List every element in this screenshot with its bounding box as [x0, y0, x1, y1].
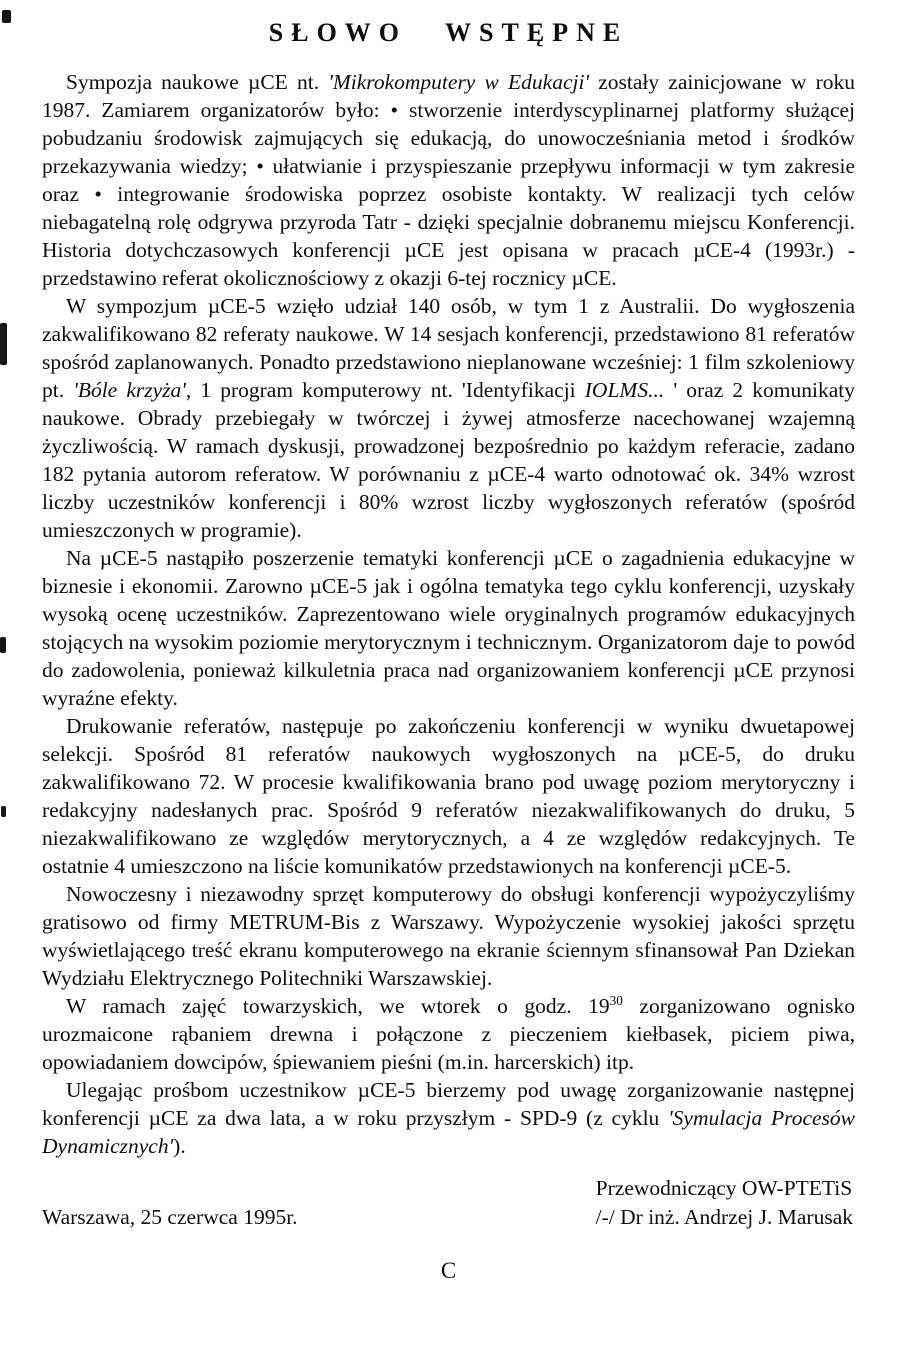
paragraph	[42, 68, 855, 292]
italic-segment: IOLMS...	[584, 378, 665, 402]
signature-name: /-/ Dr inż. Andrzej J. Marusak	[595, 1205, 853, 1229]
text-segment: Nowoczesny i niezawodny sprzęt komputerowy do obsługi konferencji wypożyczyliśmy gratisowo od firmy METRUM-Bis z Warszawy. Wypożyczenie wysokiej jakości sprzętu wyświetlającego treść ekranu komputerowego na ekranie ściennym sfinansował Pan Dziekan Wydziału Elektrycznego Politechniki Warszawskiej.	[42, 882, 855, 990]
foreword-body	[42, 68, 855, 1160]
paragraph	[42, 292, 855, 544]
text-segment: , 1 program komputerowy nt. 'Identyfikacji	[185, 378, 585, 402]
scan-artifact	[2, 10, 11, 23]
superscript-segment: 30	[609, 992, 623, 1008]
text-segment: ).	[173, 1134, 186, 1158]
text-segment: W ramach zajęć towarzyskich, we wtorek o godz. 19	[66, 994, 610, 1018]
signature-block	[42, 1174, 855, 1232]
text-segment: zorganizowano ognisko urozmaicone rąbaniem drewna i połączone z pieczeniem kiełbasek, piciem piwa, opowiadaniem dowcipów, śpiewaniem pieśni (m.in. harcerskich) itp.	[42, 994, 855, 1074]
text-segment: zostały zainicjowane w roku 1987. Zamiarem organizatorów było: • stworzenie interdyscyplinarnej platformy służącej pobudzaniu środowisk zajmujących się edukacją, do unowocześniania metod i środków przekazywania wiedzy; • ułatwianie i przyspieszanie przepływu informacji w tym zakresie oraz • integrowanie środowiska poprzez osobiste kontakty. W realizacji tych celów niebagatelną rolę odgrywa przyroda Tatr - dzięki specjalnie dobranemu miejscu Konferencji. Historia dotychczasowych konferencji µCE jest opisana w pracach µCE-4 (1993r.) - przedstawino referat okolicznościowy z okazji 6-tej rocznicy µCE.	[42, 70, 856, 290]
scan-artifact	[0, 323, 7, 365]
text-segment: Sympozja naukowe µCE nt.	[66, 70, 329, 94]
signature-right-column	[596, 1174, 853, 1232]
text-segment: ' oraz 2 komunikaty naukowe. Obrady przebiegały w twórczej i żywej atmosferze nacechowanej wzajemną życzliwością. W ramach dyskusji, prowadzonej bezpośrednio po każdym referacie, zadano 182 pytania autorom referatow. W porównaniu z µCE-4 warto odnotować ok. 34% wzrost liczby uczestników konferencji i 80% wzrost liczby wygłoszonych referatów (spośród umieszczonych w programie).	[42, 378, 855, 542]
text-segment: Drukowanie referatów, następuje po zakończeniu konferencji w wyniku dwuetapowej selekcji. Spośród 81 referatów naukowych wygłoszonych na µCE-5, do druku zakwalifikowano 72. W procesie kwalifikowania brano pod uwagę poziom merytoryczny i redakcyjny nadesłanych prac. Spośród 9 referatów niezakwalifikowanych do druku, 5 niezakwalifikowano ze względów merytorycznych, a 4 ze względów redakcyjnych. Te ostatnie 4 umieszczono na liście komunikatów przedstawionych na konferencji µCE-5.	[42, 714, 855, 878]
signature-date: Warszawa, 25 czerwca 1995r.	[42, 1205, 298, 1229]
scan-artifact	[0, 637, 6, 653]
paragraph	[42, 992, 855, 1076]
text-segment: Ulegając prośbom uczestnikow µCE-5 bierzemy pod uwagę zorganizowanie następnej konferencji µCE za dwa lata, a w roku przyszłym - SPD-9 (z cyklu	[42, 1078, 855, 1130]
italic-segment: 'Symulacja Procesów Dynamicznych'	[42, 1106, 855, 1158]
signature-role: Przewodniczący OW-PTETiS	[595, 1176, 853, 1200]
scan-artifact	[1, 806, 6, 817]
paragraph	[42, 712, 855, 880]
page-letter: C	[440, 1258, 457, 1283]
page-title: SŁOWO WSTĘPNE	[268, 18, 629, 47]
italic-segment: 'Mikrokomputery w Edukacji'	[328, 70, 590, 94]
text-segment: W sympozjum µCE-5 wzięło udział 140 osób, w tym 1 z Australii. Do wygłoszenia zakwalifikowano 82 referaty naukowe. W 14 sesjach konferencji, przedstawiono 81 referatów spośród zaplanowanych. Ponadto przedstawiono nieplanowane wcześniej: 1 film szkoleniowy pt.	[42, 294, 855, 402]
italic-segment: 'Bóle krzyża'	[73, 378, 186, 402]
paragraph	[42, 544, 855, 712]
text-segment: Na µCE-5 nastąpiło poszerzenie tematyki konferencji µCE o zagadnienia edukacyjne w biznesie i ekonomii. Zarowno µCE-5 jak i ogólna tematyka tego cyklu konferencji, uzyskały wysoką ocenę uczestników. Zaprezentowano wiele oryginalnych programów edukacyjnych stojących na wysokim poziomie merytorycznym i technicznym. Organizatorom daje to powód do zadowolenia, ponieważ kilkuletnia praca nad organizowaniem konferencji µCE przynosi wyraźne efekty.	[42, 546, 855, 710]
paragraph	[42, 1076, 855, 1160]
paragraph	[42, 880, 855, 992]
